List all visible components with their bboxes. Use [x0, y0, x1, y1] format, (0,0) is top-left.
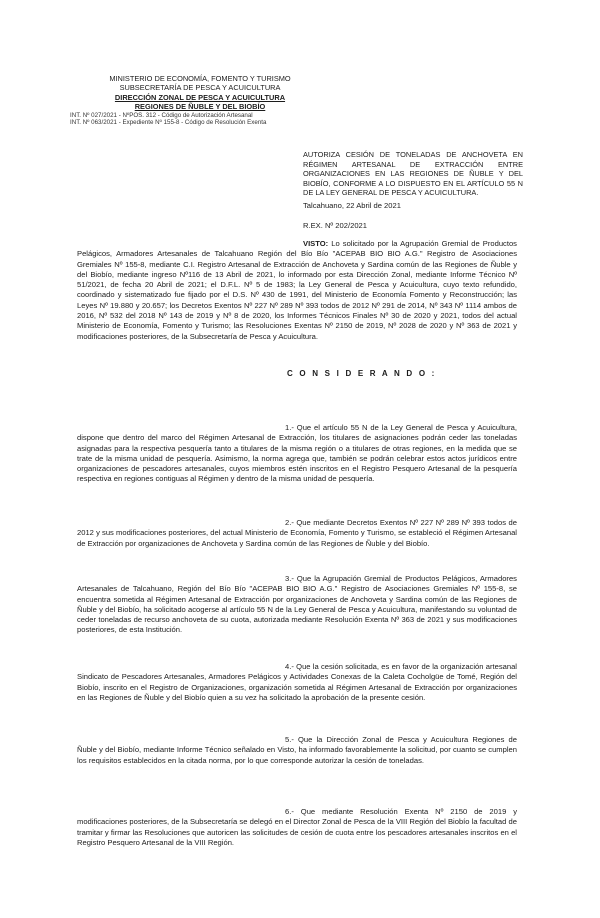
considerando-title: C O N S I D E R A N D O :	[287, 369, 437, 378]
item-text: Que la Dirección Zonal de Pesca y Acuicultura Regiones de Ñuble y del Biobío, mediante Informe Técnico señalado en Visto, ha informado favorablemente la solicitud, por cuanto se cumplen los requisitos establecidos en la citada norma, por lo que corresponde autorizar la cesión de toneladas.	[77, 735, 517, 765]
direccion-zonal-line: DIRECCIÓN ZONAL DE PESCA Y ACUICULTURA	[114, 92, 286, 102]
considerando-item	[77, 423, 517, 485]
letterhead	[70, 74, 330, 127]
reference-line-2: INT. Nº 063/2021 - Expediente Nº 155-8 - Código de Resolución Exenta	[70, 119, 267, 127]
item-number: 3.-	[285, 574, 294, 583]
considerando-item	[77, 662, 517, 703]
item-number: 4.-	[285, 662, 294, 671]
ministry-line: MINISTERIO DE ECONOMÍA, FOMENTO Y TURISMO	[109, 74, 291, 83]
considerando-item	[77, 735, 517, 766]
regiones-line: REGIONES DE ÑUBLE Y DEL BIOBÍO	[134, 102, 266, 112]
item-text: Que mediante Decretos Exentos Nº 227 Nº 289 Nº 393 todos de 2012 y sus modificaciones posteriores, del actual Ministerio de Economía, Fomento y Turismo, se estableció el Régimen Artesanal de Extracción por organizaciones de Anchoveta y Sardina común de las Regiones de Ñuble y del Biobío.	[77, 518, 517, 548]
subject-block: AUTORIZA CESIÓN DE TONELADAS DE ANCHOVETA EN RÉGIMEN ARTESANAL DE EXTRACCIÓN ENTRE ORGANIZACIONES EN LAS REGIONES DE ÑUBLE Y DEL BIOBÍO, CONFORME A LO DISPUESTO EN EL ARTÍCULO 55 N DE LA LEY GENERAL DE PESCA Y ACUICULTURA.	[303, 150, 523, 198]
item-text: Que mediante Resolución Exenta Nº 2150 de 2019 y modificaciones posteriores, de la Subsecretaría se delegó en el Director Zonal de Pesca de la VIII Región del Biobío la facultad de tramitar y firmar las Resoluciones que autoricen las solicitudes de cesión de cuota entre los pescadores artesanales inscritos en el Registro Pesquero Artesanal de la VIII Región.	[77, 807, 517, 847]
considerando-item	[77, 574, 517, 636]
visto-text: Lo solicitado por la Agrupación Gremial de Productos Pelágicos, Armadores Artesanales de Talcahuano Región del Bío Bío "ACEPAB BIO BIO A.G." Registro de Asociaciones Gremiales Nº 155-8, mediante C.I. Registro Artesanal de Extracción de Anchoveta y Sardina común de las Regiones de Ñuble y del Biobío, mediante ingreso Nº116 de 13 Abril de 2021, lo informado por esta Dirección Zonal, mediante Informe Técnico Nº 51/2021, de fecha 20 Abril de 2021; el D.F.L. Nº 5 de 1983; la Ley General de Pesca y Acuicultura, cuyo texto refundido, coordinado y sistematizado fue fijado por el D.S. Nº 430 de 1991, del Ministerio de Economía Fomento y Reconstrucción; las Leyes Nº 19.880 y 20.657; los Decretos Exentos Nº 227 Nº 289 Nº 393 todos de 2012 Nº 291 de 2014, Nº 343 Nº 1114 ambos de 2016, Nº 532 del 2018 Nº 143 de 2019 y Nº 8 de 2020, los Informes Técnicos Finales Nº 30 de 2020 y 2021, todos del actual Ministerio de Economía, Fomento y Turismo; las Resoluciones Exentas Nº 2150 de 2019, Nº 2028 de 2020 y Nº 363 de 2021 y modificaciones posteriores, de la Subsecretaría de Pesca y Acuicultura.	[77, 239, 517, 341]
item-number: 2.-	[285, 518, 294, 527]
considerando-item	[77, 807, 517, 848]
item-number: 5.-	[285, 735, 294, 744]
subsecretaria-line: SUBSECRETARÍA DE PESCA Y ACUICULTURA	[119, 83, 281, 93]
item-number: 1.-	[285, 423, 294, 432]
item-number: 6.-	[285, 807, 294, 816]
visto-label: VISTO:	[303, 239, 329, 248]
place-date: Talcahuano, 22 Abril de 2021	[303, 201, 401, 210]
reference-line-1: INT. Nº 027/2021 - NºPOS. 312 - Código de Autorización Artesanal	[70, 111, 253, 119]
item-text: Que la cesión solicitada, es en favor de la organización artesanal Sindicato de Pescadores Artesanales, Armadores Pelágicos y Actividades Conexas de la Caleta Cocholgüe de Tomé, Región del Biobío, inscrito en el Registro de Organizaciones, organización sometida al Régimen Artesanal de Extracción por organizaciones en las Regiones de Ñuble y del Biobío quien a su vez ha solicitado la aprobación de la presente cesión.	[77, 662, 517, 702]
item-text: Que la Agrupación Gremial de Productos Pelágicos, Armadores Artesanales de Talcahuano, Región del Bío Bío "ACEPAB BIO BIO A.G." Registro de Asociaciones Gremiales Nº 155-8, se encuentra sometida al Régimen Artesanal de Extracción por organizaciones de Anchoveta y Sardina común de las Regiones de Ñuble y del Biobío, ha solicitado acogerse al artículo 55 N de la Ley General de Pesca y Acuicultura, manifestando su voluntad de ceder toneladas de recurso anchoveta de su cuota, autorizada mediante Resolución Exenta Nº 363 de 2021 y sus modificaciones posteriores, de esta Institución.	[77, 574, 517, 635]
visto-paragraph	[77, 239, 517, 342]
item-text: Que el artículo 55 N de la Ley General de Pesca y Acuicultura, dispone que dentro del marco del Régimen Artesanal de Extracción, los titulares de asignaciones podrán ceder las toneladas asignadas para la respectiva pesquería tanto a titulares de la misma región o a titulares de otras regiones, en la medida que se trate de la misma unidad de pesquería. Asimismo, la norma agrega que, también se podrán celebrar estos actos jurídicos entre organizaciones de pescadores artesanales, cuyos miembros estén inscritos en el Registro Pesquero Artesanal de la pesquería respectiva en regiones contiguas al Régimen y dentro de la misma unidad de pesquería.	[77, 423, 517, 484]
considerando-item	[77, 518, 517, 549]
resolution-number: R.EX. Nº 202/2021	[303, 221, 367, 230]
